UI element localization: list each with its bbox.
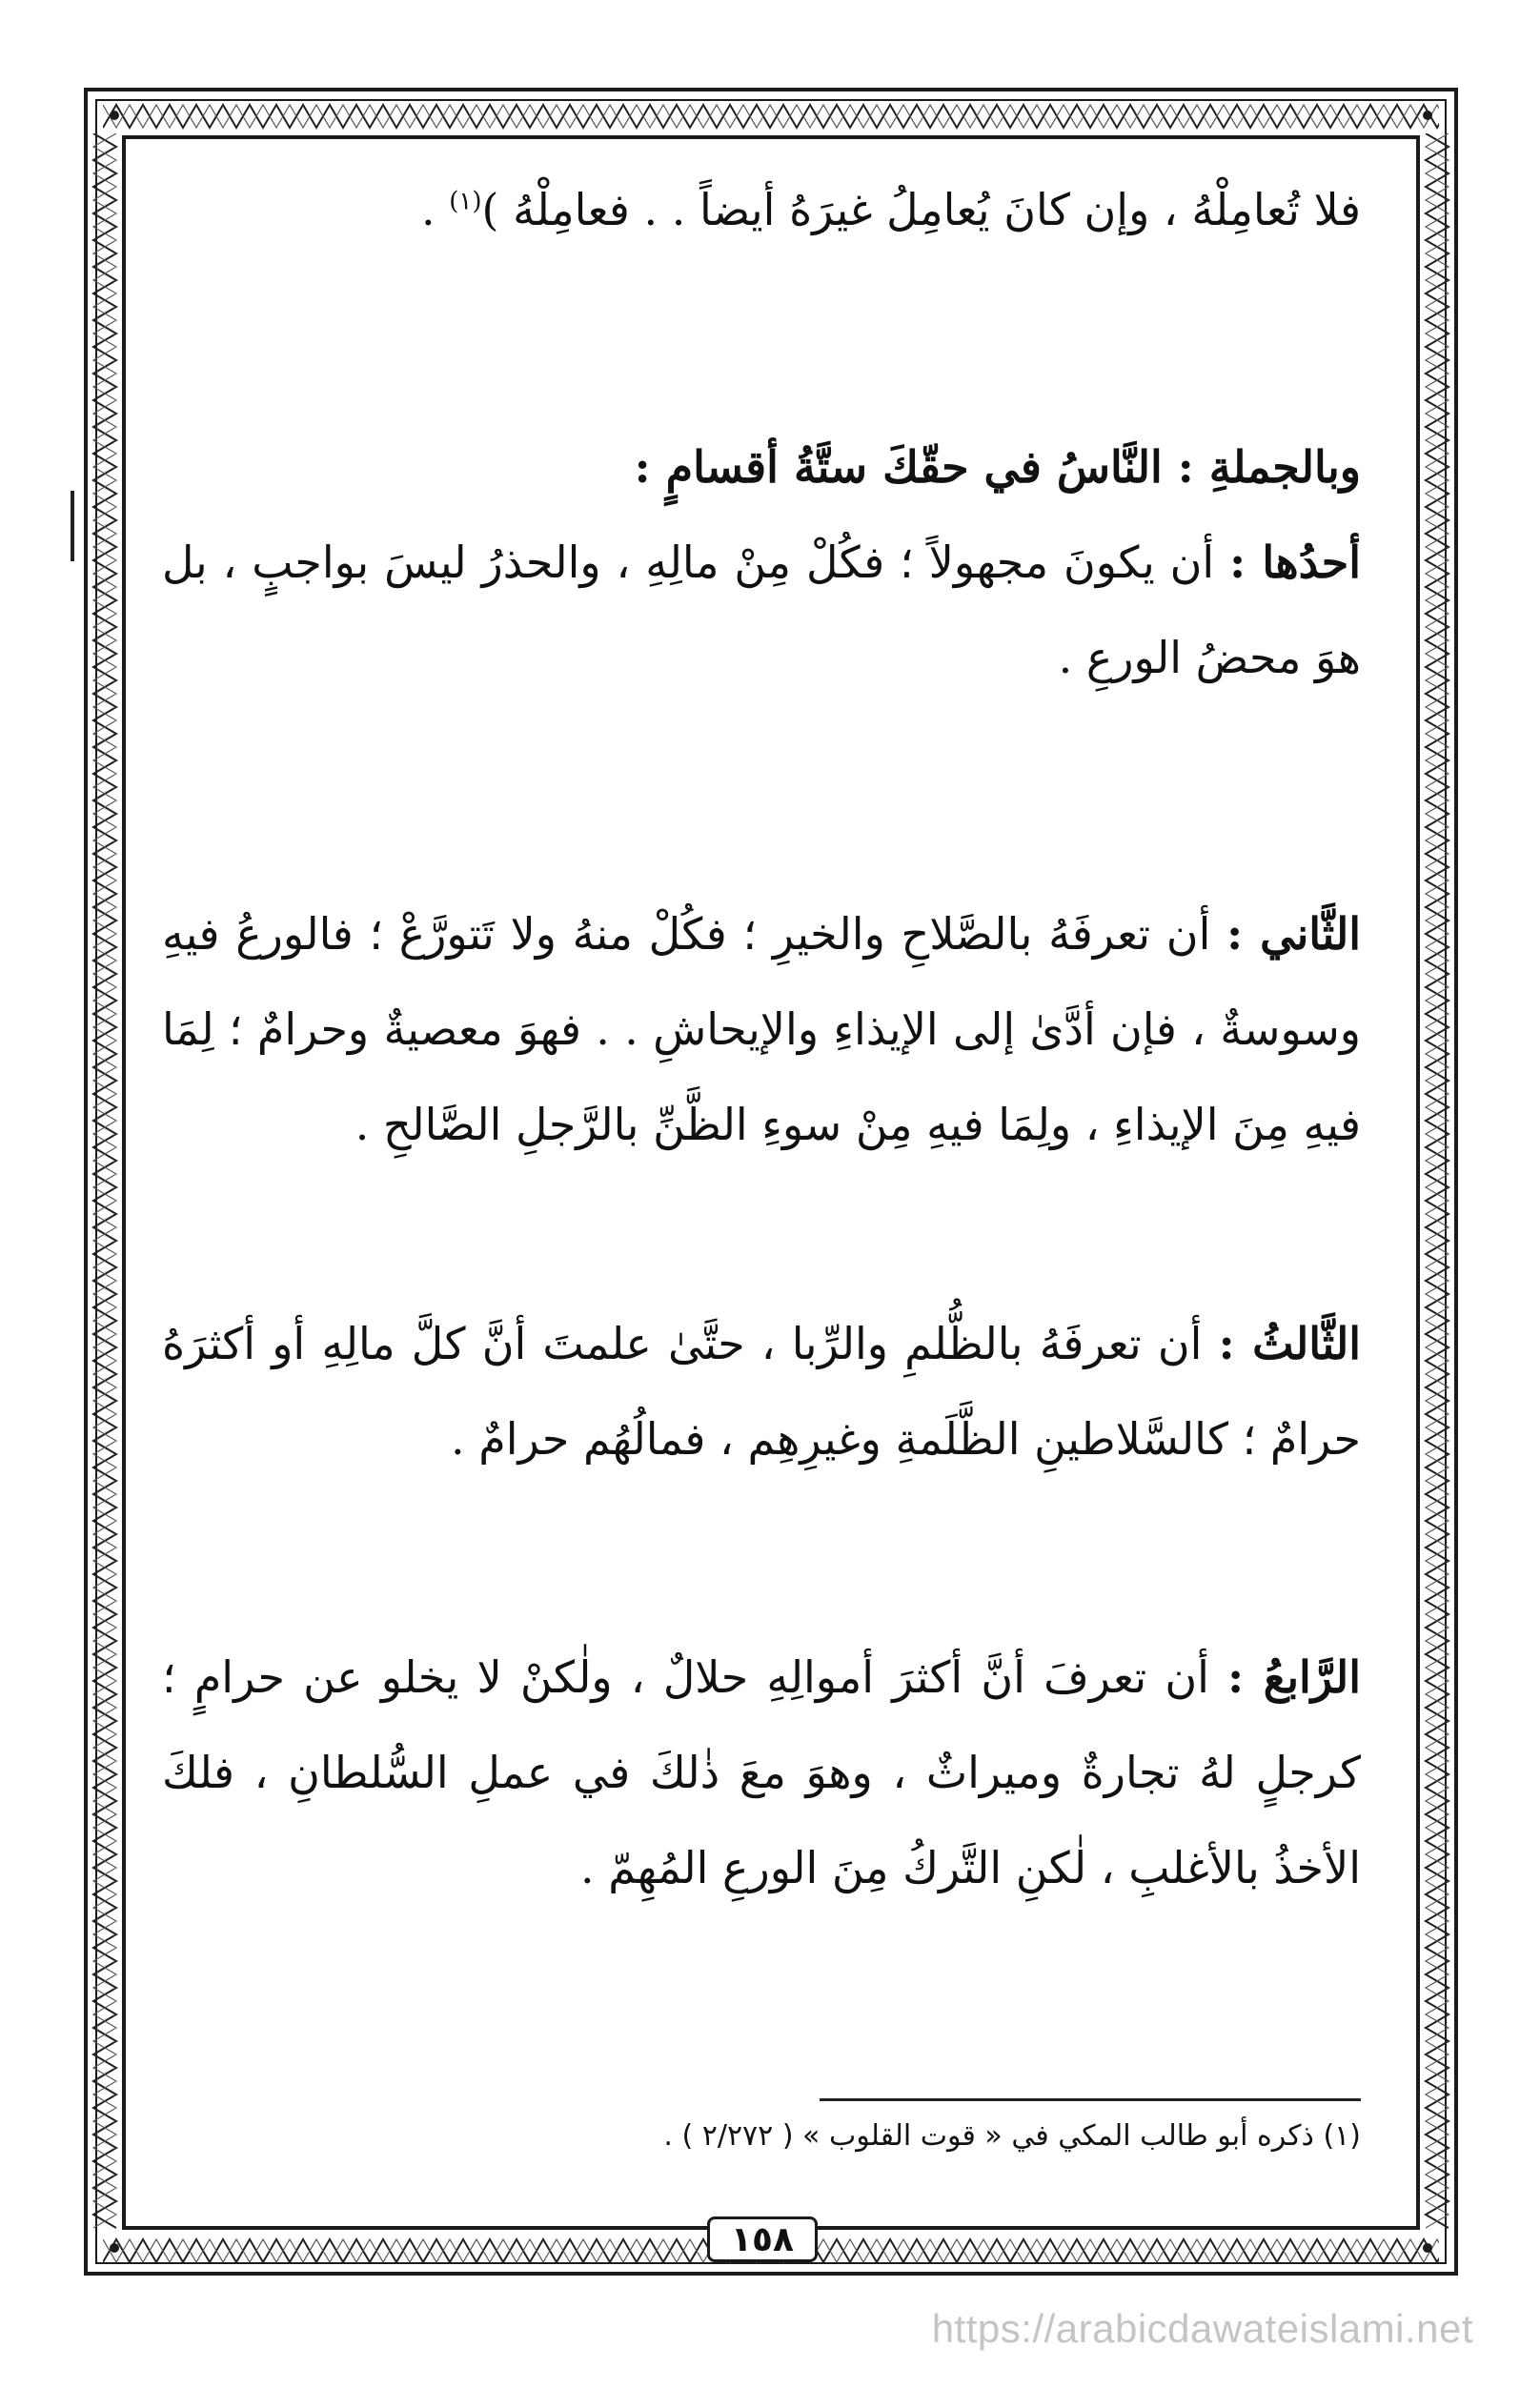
footnote-rule	[820, 2098, 1361, 2101]
paragraph-1-tail: .	[421, 184, 450, 235]
corner-dot-bottom-left	[110, 2243, 119, 2253]
ornament-border-right	[1422, 133, 1452, 2230]
paragraph-6	[162, 1629, 1361, 1915]
paragraph-4	[162, 886, 1361, 1172]
paragraph-1-text: فلا تُعامِلْهُ ، وإن كانَ يُعامِلُ غيرَهُ أيضاً . . فعامِلْهُ )	[481, 184, 1361, 235]
paragraph-6-lead: الرَّابعُ :	[1227, 1651, 1361, 1703]
corner-dot-bottom-right	[1423, 2243, 1432, 2253]
page-number: ١٥٨	[707, 2216, 818, 2262]
paragraph-4-text: أن تعرفَهُ بالصَّلاحِ والخيرِ ؛ فكُلْ منهُ ولا تَتورَّعْ ؛ فالورعُ فيهِ وسوسةٌ ، فإن أدَّىٰ إلى الإيذاءِ والإيحاشِ . . فهوَ معصيةٌ وحرامٌ ؛ لِمَا فيهِ مِنَ الإيذاءِ ، ولِمَا فيهِ مِنْ سوءِ الظَّنِّ بالرَّجلِ الصَّالحِ .	[162, 908, 1361, 1150]
paragraph-5	[162, 1296, 1361, 1487]
paragraph-3-text: أن يكونَ مجهولاً ؛ فكُلْ مِنْ مالِهِ ، والحذرُ ليسَ بواجبٍ ، بل هوَ محضُ الورعِ .	[162, 536, 1361, 683]
paragraph-2-lead: وبالجملةِ :	[1177, 441, 1361, 493]
paragraph-5-text: أن تعرفَهُ بالظُّلمِ والرِّبا ، حتَّىٰ علمتَ أنَّ كلَّ مالِهِ أو أكثرَهُ حرامٌ ؛ كالسَّلاطينِ الظَّلَمةِ وغيرِهِم ، فمالُهُم حرامٌ .	[162, 1318, 1361, 1465]
paragraph-1	[162, 162, 1361, 257]
paragraph-2	[162, 419, 1361, 515]
paragraph-5-lead: الثَّالثُ :	[1218, 1318, 1361, 1369]
ornament-border-left	[90, 133, 120, 2230]
watermark-url[interactable]: https://arabicdawateislami.net	[931, 2306, 1473, 2351]
paragraph-2-text: النَّاسُ في حقّكَ ستَّةُ أقسامٍ :	[634, 441, 1178, 493]
paragraph-6-text: أن تعرفَ أنَّ أكثرَ أموالِهِ حلالٌ ، ولٰكنْ لا يخلو عن حرامٍ ؛ كرجلٍ لهُ تجارةٌ وميراثٌ ، وهوَ معَ ذٰلكَ في عملِ السُّلطانِ ، فلكَ الأخذُ بالأغلبِ ، لٰكنِ التَّركُ مِنَ الورعِ المُهِمّ .	[162, 1651, 1361, 1893]
paragraph-3-lead: أحدُها :	[1229, 536, 1361, 588]
corner-dot-top-right	[1423, 111, 1432, 120]
corner-dot-top-left	[110, 111, 119, 120]
paragraph-3	[162, 515, 1361, 705]
footnote: (١) ذكره أبو طالب المكي في « قوت القلوب » ( ٢/٢٧٢ ) .	[663, 2119, 1361, 2153]
paragraph-4-lead: الثَّاني :	[1226, 908, 1361, 960]
ornament-border-top	[103, 99, 1439, 132]
gutter-mark	[71, 491, 74, 561]
footnote-reference[interactable]: (١)	[449, 187, 482, 216]
